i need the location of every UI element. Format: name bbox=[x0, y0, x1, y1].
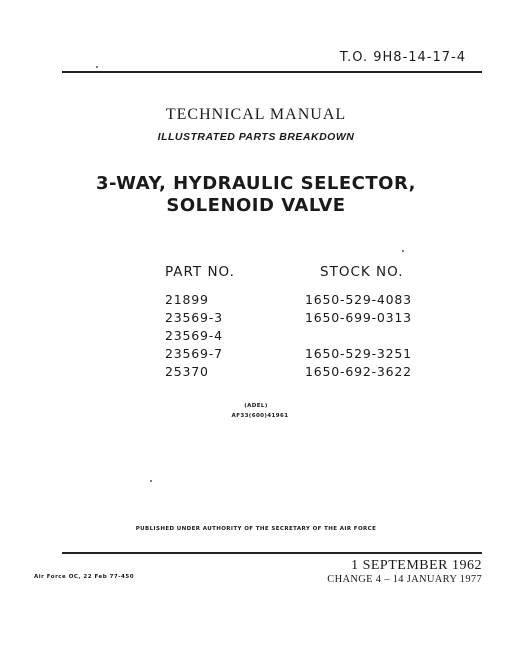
stock-no-cell: 1650-529-3251 bbox=[305, 346, 412, 361]
to-number: T.O. 9H8-14-17-4 bbox=[339, 50, 466, 65]
scan-speck bbox=[150, 480, 152, 482]
top-rule bbox=[62, 71, 482, 73]
scan-speck bbox=[402, 250, 404, 252]
publication-date: 1 SEPTEMBER 1962 bbox=[351, 558, 482, 573]
part-no-cell: 23569-4 bbox=[165, 328, 223, 343]
stock-no-header: STOCK NO. bbox=[320, 264, 404, 280]
main-title-line-2: SOLENOID VALVE bbox=[166, 195, 346, 216]
part-no-cell: 23569-3 bbox=[165, 310, 223, 325]
manual-subtitle: ILLUSTRATED PARTS BREAKDOWN bbox=[157, 131, 355, 143]
stock-no-cell: 1650-692-3622 bbox=[305, 364, 412, 379]
part-no-header: PART NO. bbox=[165, 264, 235, 280]
contract-number: AF33(600)41961 bbox=[231, 413, 289, 419]
bottom-rule bbox=[62, 552, 482, 554]
print-code: Air Force OC, 22 Feb 77-450 bbox=[34, 574, 135, 580]
stock-no-cell: 1650-699-0313 bbox=[305, 310, 412, 325]
stock-no-cell: 1650-529-4083 bbox=[305, 292, 412, 307]
vendor-label: (ADEL) bbox=[244, 403, 268, 409]
part-no-cell: 25370 bbox=[165, 364, 209, 379]
scan-speck bbox=[96, 66, 98, 68]
manual-title: TECHNICAL MANUAL bbox=[165, 106, 347, 123]
change-notice: CHANGE 4 – 14 JANUARY 1977 bbox=[327, 574, 482, 585]
part-no-cell: 23569-7 bbox=[165, 346, 223, 361]
main-title-line-1: 3-WAY, HYDRAULIC SELECTOR, bbox=[96, 173, 416, 194]
part-no-cell: 21899 bbox=[165, 292, 209, 307]
authority-statement: PUBLISHED UNDER AUTHORITY OF THE SECRETARY OF THE AIR FORCE bbox=[135, 526, 377, 532]
